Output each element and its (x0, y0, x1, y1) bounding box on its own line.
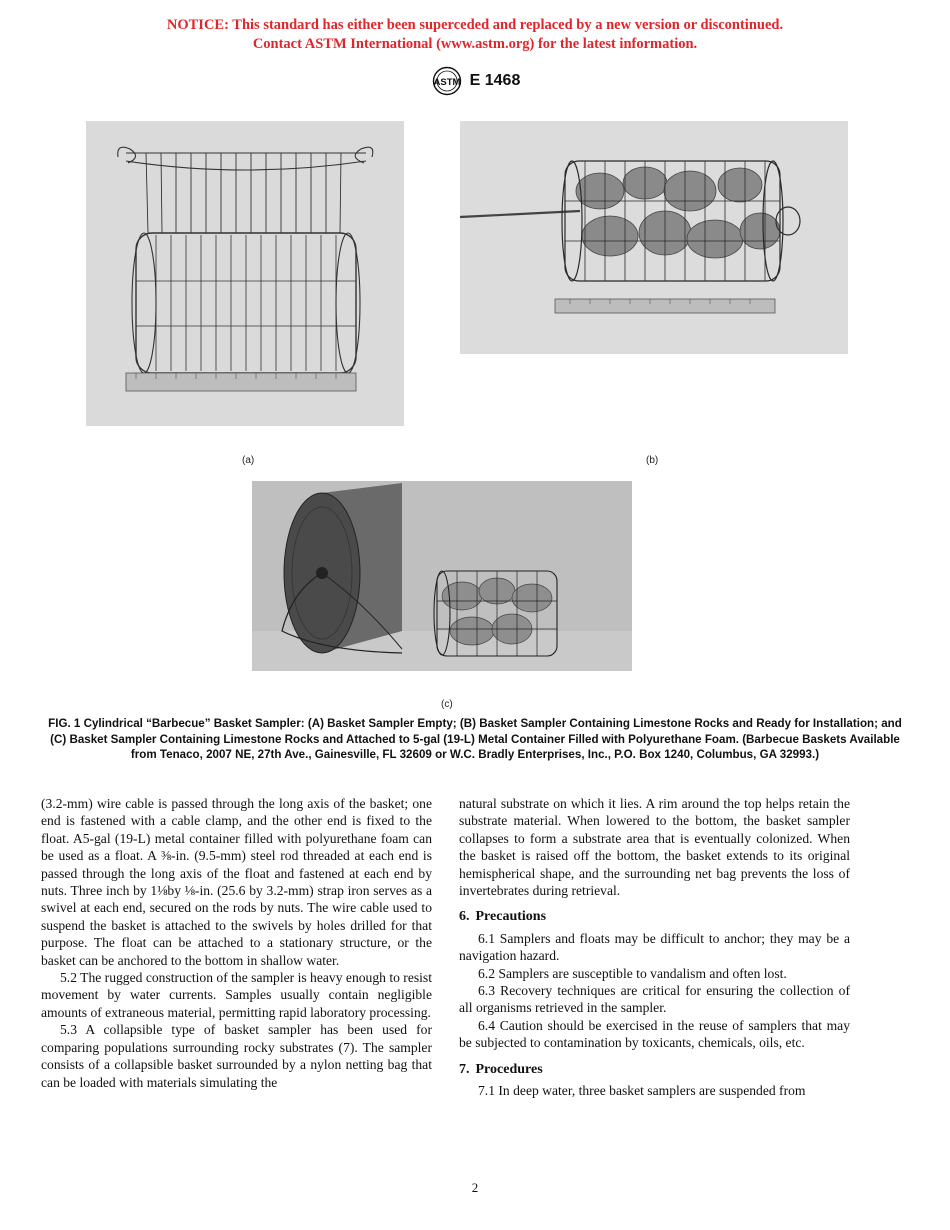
figure-caption: FIG. 1 Cylindrical “Barbecue” Basket Sampler: (A) Basket Sampler Empty; (B) Basket Sampler Containing Limestone Rocks and Ready for Installation; and (C) Basket Sampler Containing Limestone Rocks and Attached to 5-gal (19-L) Metal Container Filled with Polyurethane Foam. (Barbecue Baskets Available from Tenaco, 2007 NE, 27th Ave., Gainesville, FL 32609 or W.C. Bradly Enterprises, Inc., P.O. Box 1240, Columbus, GA 32993.) (48, 717, 902, 761)
section-heading (459, 1061, 850, 1078)
figure-photo-c (252, 481, 632, 671)
paragraph: 6.1 Samplers and floats may be difficult to anchor; they may be a navigation hazard. (459, 930, 850, 964)
paragraph: 5.2 The rugged construction of the sampler is heavy enough to resist movement by water currents. Samples usually contain negligible amounts of extraneous material, permitting rapid laboratory processing. (41, 970, 432, 1020)
paragraph: natural substrate on which it lies. A rim around the top helps retain the substrate material. When lowered to the bottom, the basket sampler collapses to form a substrate area that is eventually colonized. When the basket is raised off the bottom, the basket extends to its original hemispherical shape, and the surrounding net bag prevents the loss of invertebrates during retrieval. (459, 796, 850, 899)
section-heading (459, 908, 850, 925)
section-number: 6. (459, 909, 470, 925)
section-title: Procedures (475, 1061, 543, 1077)
astm-logo-icon (430, 66, 464, 96)
figure-label-b: (b) (646, 455, 659, 466)
paragraph: 7.1 In deep water, three basket samplers are suspended from (478, 1083, 806, 1099)
page-number: 2 (471, 1180, 479, 1195)
figure-photo-b (460, 121, 848, 354)
notice-line-2: Contact ASTM International (www.astm.org) for the latest information. (252, 36, 698, 52)
paragraph: (3.2-mm) wire cable is passed through the long axis of the basket; one end is fastened with a cable clamp, and the other end is fixed to the float. A5-gal (19-L) metal container filled with polyurethane foam can be used as a float. A ⅜-in. (9.5-mm) steel rod threaded at each end is passed through the long axis of the float and fastened at each end by nuts. Three inch by 1⅛by ⅛-in. (25.6 by 3.2-mm) strap iron serves as a swivel at each end, secured on the rods by nuts. The wire cable used to suspend the basket is attached to the swivels by holes drilled for that purpose. The float can be attached to a stationary structure, or the basket can be anchored to the bottom in shallow water. (41, 796, 432, 968)
paragraph: 6.3 Recovery techniques are critical for ensuring the collection of all organisms retrieved in the sampler. (459, 983, 850, 1016)
section-number: 7. (459, 1061, 470, 1077)
figure-label-c: (c) (441, 699, 453, 710)
left-column (41, 795, 432, 1091)
document-header (0, 66, 950, 96)
paragraph: 6.2 Samplers are susceptible to vandalism and often lost. (478, 965, 787, 981)
figure-label-a: (a) (242, 455, 255, 466)
figure-photo-a (86, 121, 404, 426)
svg-text:ASTM: ASTM (433, 77, 461, 88)
standard-designation: E 1468 (469, 72, 521, 89)
section-title: Precautions (475, 909, 547, 925)
paragraph: 5.3 A collapsible type of basket sampler has been used for comparing populations surrounding rocky substrates (7). The sampler consists of a collapsible basket surrounded by a nylon netting bag that can be loaded with materials simulating the (41, 1022, 432, 1090)
paragraph: 6.4 Caution should be exercised in the reuse of samplers that may be subjected to contamination by toxicants, chemicals, oils, etc. (459, 1017, 850, 1051)
right-column (459, 795, 850, 1100)
notice-line-1: NOTICE: This standard has either been superceded and replaced by a new version or discontinued. (166, 17, 784, 33)
notice-banner (0, 16, 950, 54)
